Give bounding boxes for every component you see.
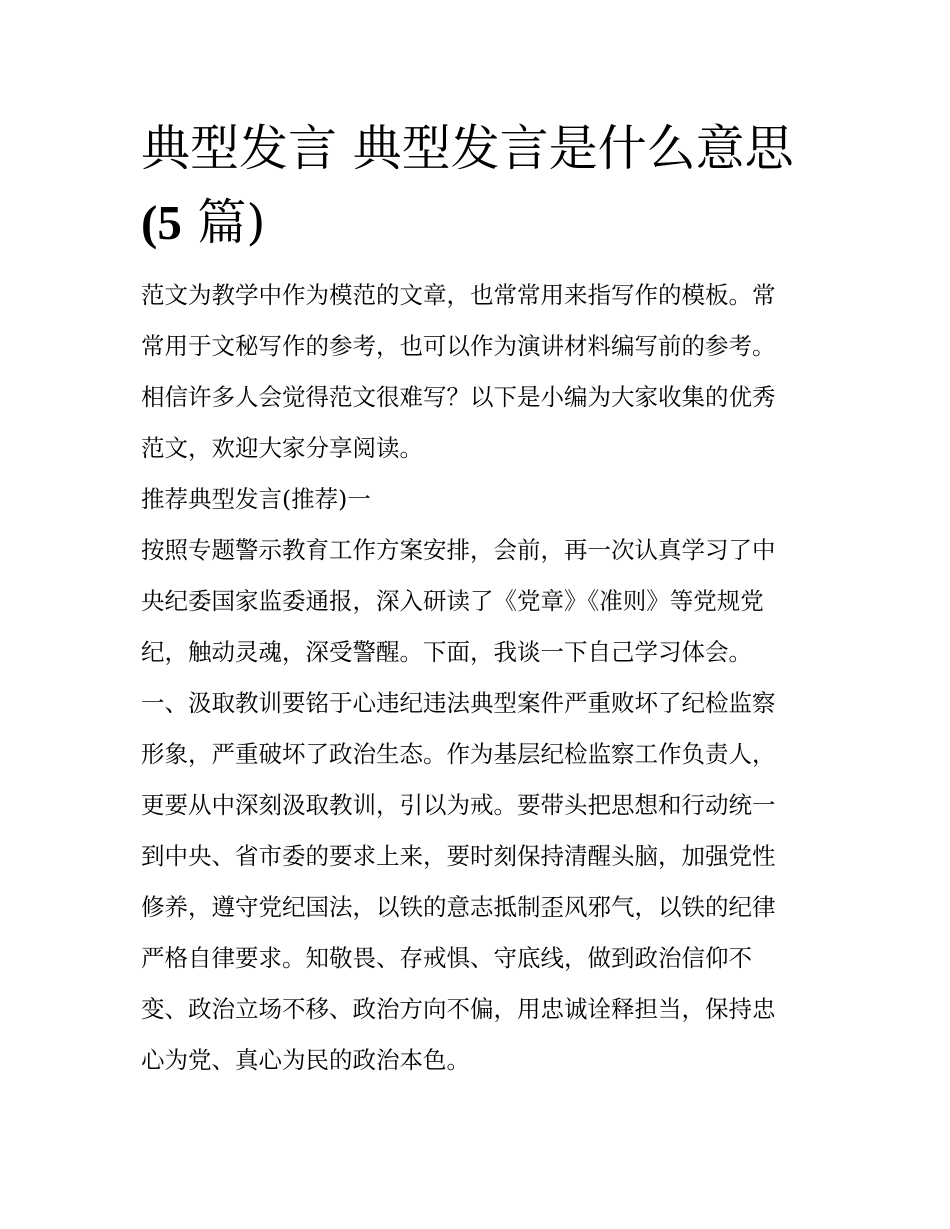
text-line: 范文为教学中作为模范的文章，也常常用来指写作的模板。常 bbox=[141, 281, 776, 309]
text-line: 纪，触动灵魂，深受警醒。下面，我谈一下自己学习体会。 bbox=[141, 638, 752, 666]
text-line: 心为党、真心为民的政治本色。 bbox=[141, 1046, 470, 1074]
text-line: 更要从中深刻汲取教训，引以为戒。要带头把思想和行动统一 bbox=[141, 791, 776, 819]
document-page bbox=[141, 112, 813, 1086]
text-line: 按照专题警示教育工作方案安排，会前，再一次认真学习了中 bbox=[141, 536, 776, 564]
text-line: 到中央、省市委的要求上来，要时刻保持清醒头脑，加强党性 bbox=[141, 842, 776, 870]
title-count: (5 bbox=[141, 195, 182, 250]
text-line: 严格自律要求。知敬畏、存戒惧、守底线，做到政治信仰不 bbox=[141, 944, 752, 972]
section-heading: 推荐典型发言(推荐)一 bbox=[141, 485, 371, 513]
title-count-unit: 篇) bbox=[197, 194, 266, 251]
text-line: 变、政治立场不移、政治方向不偏，用忠诚诠释担当，保持忠 bbox=[141, 995, 776, 1023]
text-line: 修养，遵守党纪国法，以铁的意志抵制歪风邪气，以铁的纪律 bbox=[141, 893, 776, 921]
document-title bbox=[141, 112, 813, 260]
title-main: 典型发言 典型发言是什么意思 bbox=[141, 120, 794, 177]
text-line: 形象，严重破坏了政治生态。作为基层纪检监察工作负责人， bbox=[141, 740, 776, 768]
text-line: 范文，欢迎大家分享阅读。 bbox=[141, 434, 423, 462]
text-line: 一、汲取教训要铭于心违纪违法典型案件严重败坏了纪检监察 bbox=[141, 689, 776, 717]
text-line: 相信许多人会觉得范文很难写？以下是小编为大家收集的优秀 bbox=[141, 383, 776, 411]
text-line: 常用于文秘写作的参考，也可以作为演讲材料编写前的参考。 bbox=[141, 332, 776, 360]
text-line: 央纪委国家监委通报，深入研读了《党章》《准则》等党规党 bbox=[141, 587, 764, 615]
